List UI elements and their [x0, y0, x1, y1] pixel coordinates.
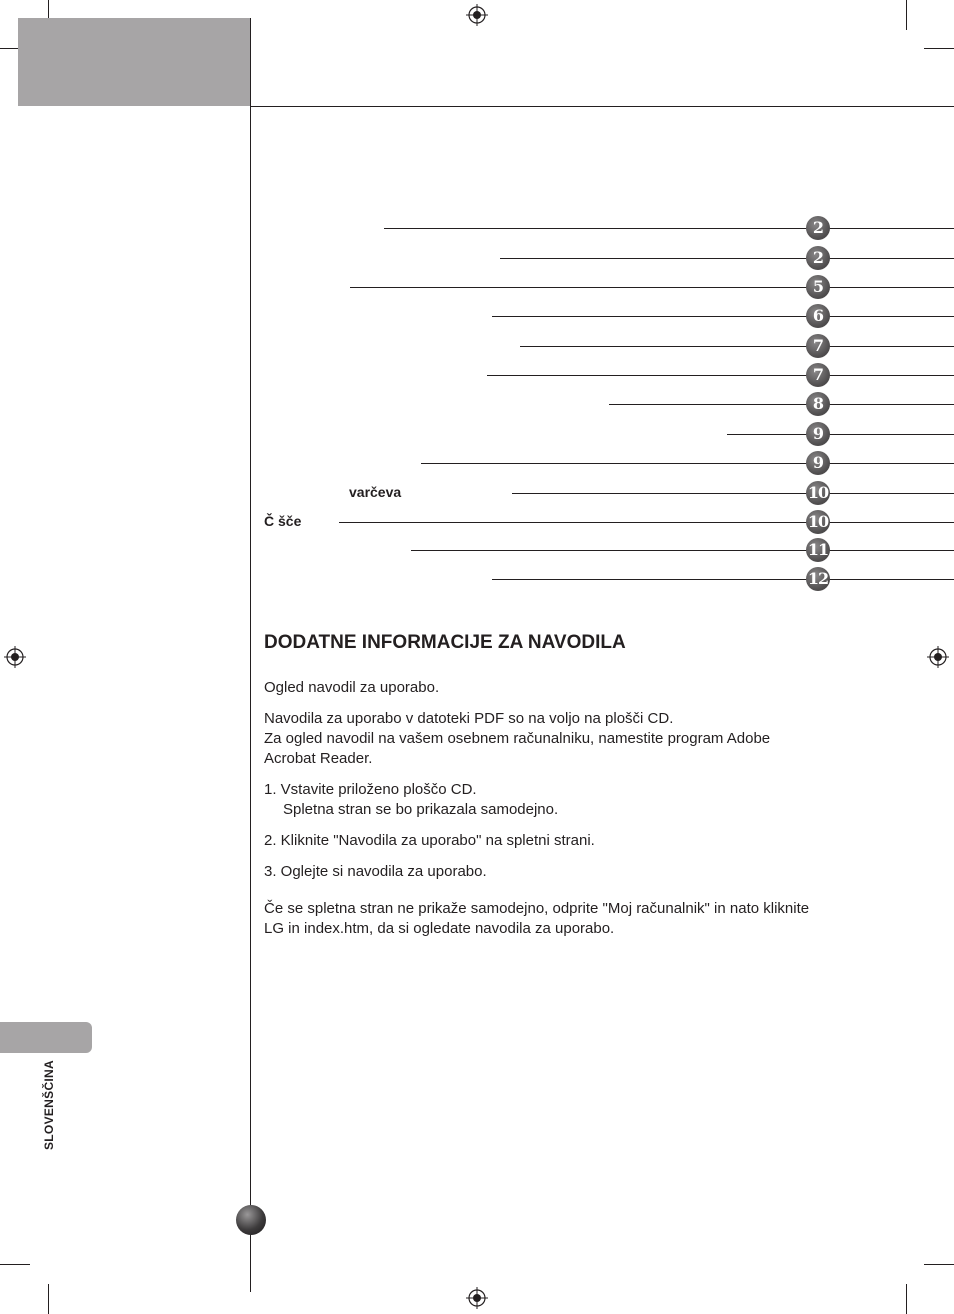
note-paragraph	[264, 899, 884, 939]
registration-mark-icon	[927, 646, 949, 668]
toc-page-badge: 11	[806, 538, 830, 562]
toc-entry	[0, 363, 954, 387]
toc-entry	[0, 275, 954, 299]
crop-mark	[906, 0, 907, 30]
toc-page-badge: 6	[806, 304, 830, 328]
step-2	[264, 831, 884, 851]
toc-page-badge: 2	[806, 246, 830, 270]
language-label: SLOVENŠČINA	[42, 1060, 56, 1150]
intro-line: Ogled navodil za uporabo.	[264, 679, 440, 696]
toc-entry	[0, 216, 954, 240]
crop-mark	[924, 48, 954, 49]
step-1	[264, 780, 884, 820]
toc-entry	[0, 538, 954, 562]
crop-mark	[0, 1264, 30, 1265]
toc-entry	[0, 334, 954, 358]
intro-text	[264, 678, 884, 698]
paragraph-line: Navodila za uporabo v datoteki PDF so na voljo na plošči CD.	[264, 710, 674, 727]
toc-page-badge: 5	[806, 275, 830, 299]
step-line: 3. Oglejte si navodila za uporabo.	[264, 863, 487, 880]
toc-leader	[492, 316, 954, 317]
toc-page-badge: 8	[806, 392, 830, 416]
toc-leader	[421, 463, 954, 464]
toc-leader	[609, 404, 954, 405]
toc-entry	[0, 304, 954, 328]
toc-page-badge: 9	[806, 422, 830, 446]
margin-rule	[250, 18, 251, 1292]
toc-leader	[384, 228, 954, 229]
toc-page-badge: 12	[806, 567, 830, 591]
toc-entry	[0, 481, 954, 505]
language-tab	[0, 1022, 92, 1053]
toc-page-badge: 2	[806, 216, 830, 240]
note-line: LG in index.htm, da si ogledate navodila za uporabo.	[264, 920, 615, 937]
toc-entry	[0, 451, 954, 475]
toc-entry	[0, 392, 954, 416]
toc-leader	[500, 258, 954, 259]
crop-mark	[924, 1264, 954, 1265]
step-line: Spletna stran se bo prikazala samodejno.	[283, 801, 559, 818]
toc-leader	[339, 522, 954, 523]
registration-mark-icon	[4, 646, 26, 668]
toc-entry	[0, 422, 954, 446]
paragraph-line: Acrobat Reader.	[264, 750, 373, 767]
toc-leader	[520, 346, 954, 347]
crop-mark	[48, 1284, 49, 1314]
crop-mark	[906, 1284, 907, 1314]
toc-leader	[727, 434, 954, 435]
registration-mark-icon	[466, 4, 488, 26]
toc-label: Č šče	[264, 513, 302, 529]
toc-page-badge: 7	[806, 334, 830, 358]
toc-label: varčeva	[349, 484, 402, 500]
step-3	[264, 862, 884, 882]
toc-leader	[492, 579, 954, 580]
toc-page-badge: 10	[806, 510, 830, 534]
toc-page-badge: 7	[806, 363, 830, 387]
page-marker-ball	[236, 1205, 266, 1235]
section-title: DODATNE INFORMACIJE ZA NAVODILA	[264, 632, 626, 653]
toc-page-badge: 10	[806, 481, 830, 505]
note-line: Če se spletna stran ne prikaže samodejno, odprite "Moj računalnik" in nato kliknite	[264, 900, 810, 917]
pdf-info-paragraph	[264, 709, 884, 769]
toc-leader	[487, 375, 954, 376]
toc-leader	[411, 550, 954, 551]
registration-mark-icon	[466, 1287, 488, 1309]
header-rule	[250, 106, 954, 107]
toc-entry	[0, 246, 954, 270]
toc-entry	[0, 510, 954, 534]
toc-leader	[350, 287, 954, 288]
step-line: 2. Kliknite "Navodila za uporabo" na spletni strani.	[264, 832, 595, 849]
step-line: 1. Vstavite priloženo ploščo CD.	[264, 781, 477, 798]
toc-entry	[0, 567, 954, 591]
paragraph-line: Za ogled navodil na vašem osebnem računalniku, namestite program Adobe	[264, 730, 771, 747]
header-block	[18, 18, 250, 106]
toc-page-badge: 9	[806, 451, 830, 475]
toc-leader	[512, 493, 954, 494]
